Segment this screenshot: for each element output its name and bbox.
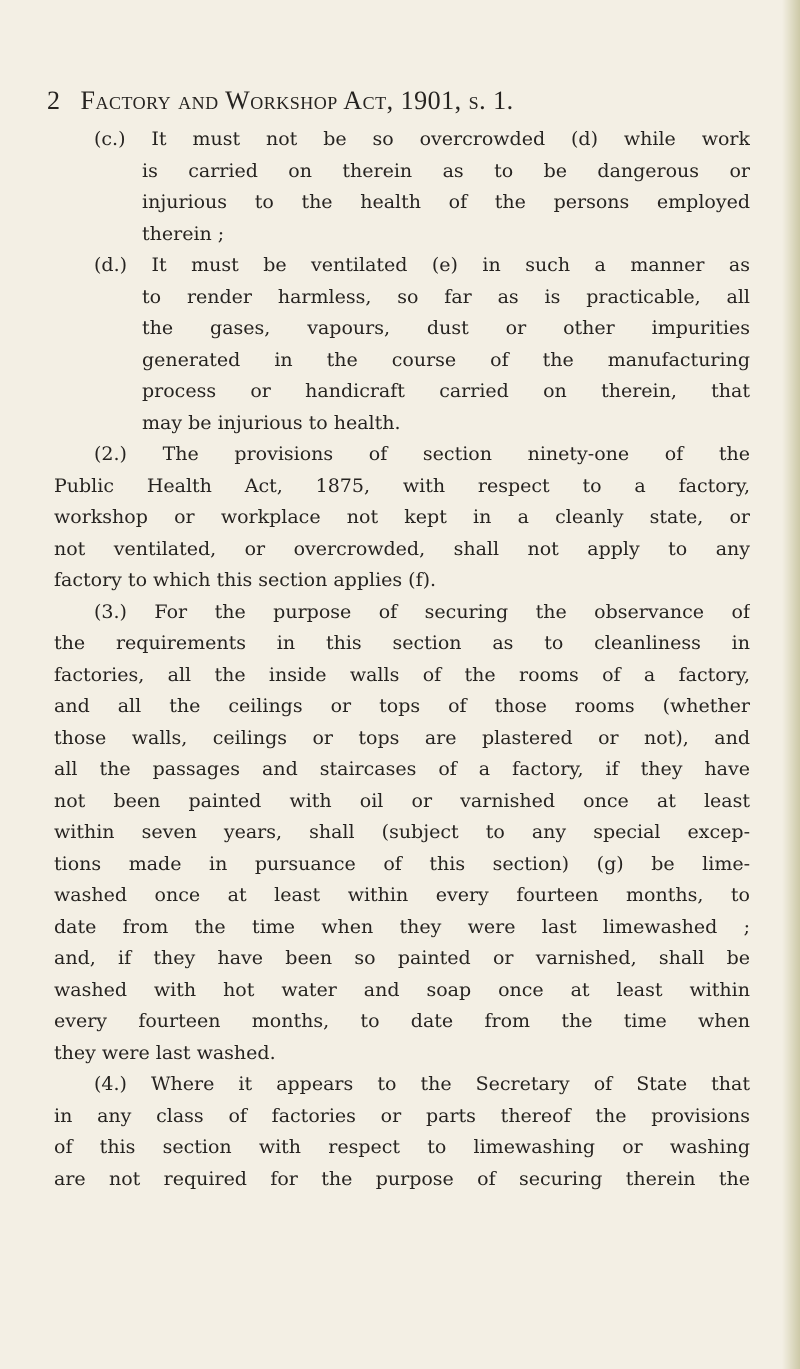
text-line: every fourteen months, to date from the time when xyxy=(54,1010,750,1032)
text-line: is carried on therein as to be dangerous or xyxy=(142,159,750,182)
text-line: washed with hot water and soap once at least within xyxy=(54,978,750,1001)
text-line: tions made in pursuance of this section) (g) be lime- xyxy=(54,852,750,875)
text-line: all the passages and staircases of a factory, if they have xyxy=(54,758,750,780)
text-line: not been painted with oil or varnished once at least xyxy=(54,789,750,812)
text-line: date from the time when they were last limewashed ; xyxy=(54,915,750,938)
text-line: (c.) It must not be so overcrowded (d) while work xyxy=(94,128,750,150)
text-line: may be injurious to health. xyxy=(142,411,401,434)
text-line: in any class of factories or parts thereof the provisions xyxy=(54,1104,750,1127)
text-line: (2.) The provisions of section ninety-one of the xyxy=(94,443,750,465)
paragraph-d xyxy=(94,250,750,439)
text-line: are not required for the purpose of securing therein the xyxy=(54,1167,750,1190)
text-line: generated in the course of the manufacturing xyxy=(142,348,750,371)
text-line: to render harmless, so far as is practicable, all xyxy=(142,285,750,308)
running-header xyxy=(47,86,767,116)
paragraph-2 xyxy=(54,439,750,597)
paragraph-c xyxy=(94,124,750,250)
text-line: injurious to the health of the persons employed xyxy=(142,191,750,213)
text-line: within seven years, shall (subject to any special excep- xyxy=(54,821,750,843)
text-line: (d.) It must be ventilated (e) in such a manner as xyxy=(94,254,750,276)
text-line: and, if they have been so painted or varnished, shall be xyxy=(54,947,750,969)
paragraph-4 xyxy=(54,1069,750,1195)
page-number: 2 xyxy=(47,86,61,115)
text-line: and all the ceilings or tops of those rooms (whether xyxy=(54,695,750,717)
text-line: (4.) Where it appears to the Secretary of State that xyxy=(94,1073,750,1095)
text-line: (3.) For the purpose of securing the observance of xyxy=(94,600,750,623)
text-line: washed once at least within every fourteen months, to xyxy=(54,884,750,906)
text-line: not ventilated, or overcrowded, shall not apply to any xyxy=(54,537,750,560)
text-line: the requirements in this section as to cleanliness in xyxy=(54,632,750,654)
text-line: workshop or workplace not kept in a cleanly state, or xyxy=(54,506,750,528)
text-line: the gases, vapours, dust or other impurities xyxy=(142,317,750,339)
paragraph-3 xyxy=(54,597,750,1070)
text-line: therein ; xyxy=(142,222,225,245)
text-line: they were last washed. xyxy=(54,1041,276,1064)
text-line: factories, all the inside walls of the rooms of a factory, xyxy=(54,663,750,686)
text-line: factory to which this section applies (f). xyxy=(54,569,437,591)
text-line: those walls, ceilings or tops are plastered or not), and xyxy=(54,726,750,749)
text-line: Public Health Act, 1875, with respect to a factory, xyxy=(54,474,750,497)
text-line: process or handicraft carried on therein, that xyxy=(142,380,750,402)
page-edge xyxy=(782,0,800,1369)
page-body xyxy=(54,124,750,1195)
running-title: Factory and Workshop Act, 1901, s. 1. xyxy=(80,86,514,115)
text-line: of this section with respect to limewashing or washing xyxy=(54,1136,750,1158)
